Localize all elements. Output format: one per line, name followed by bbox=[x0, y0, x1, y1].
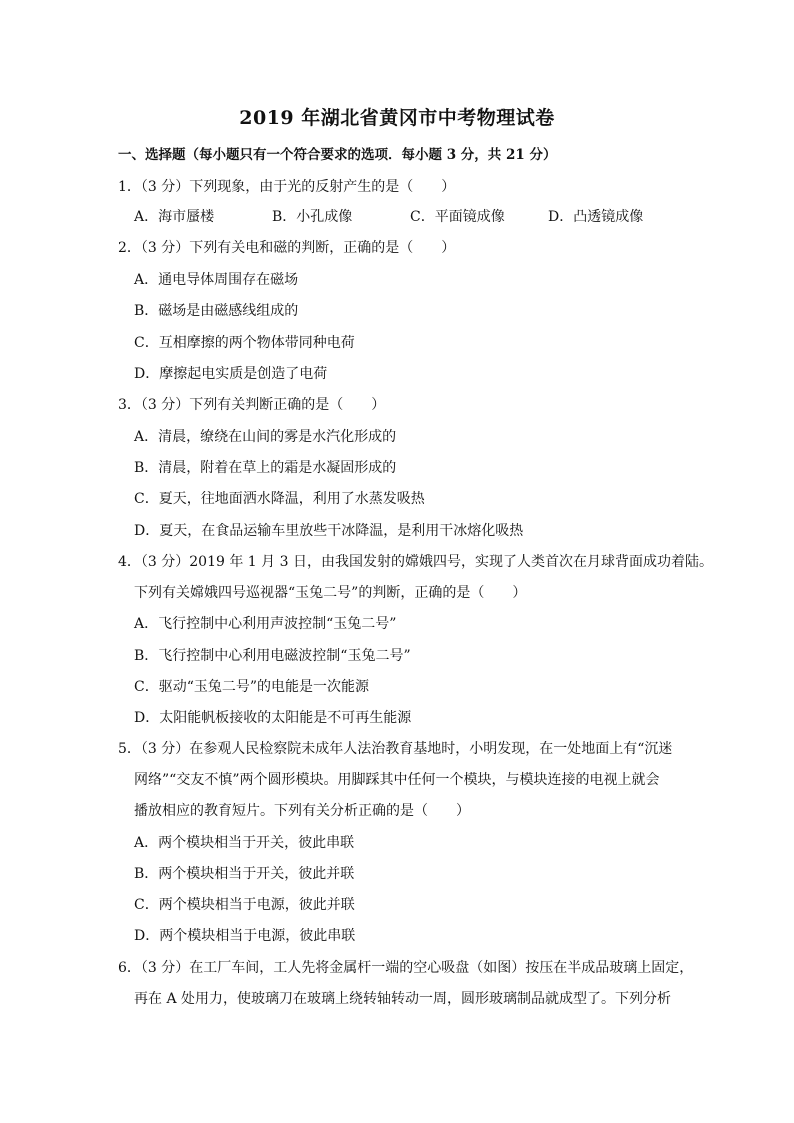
question-4-stem-line1: 4．（3 分）2019 年 1 月 3 日，由我国发射的嫦娥四号，实现了人类首次在月球背面成功着陆。 bbox=[118, 554, 713, 570]
question-1-option-b: B．小孔成像 bbox=[272, 209, 353, 225]
question-4-option-b: B．飞行控制中心利用电磁波控制“玉兔二号” bbox=[134, 648, 411, 664]
question-5-option-b: B．两个模块相当于开关，彼此并联 bbox=[134, 866, 355, 882]
question-1-option-c: C．平面镜成像 bbox=[410, 209, 505, 225]
question-5-option-c: C．两个模块相当于电源，彼此并联 bbox=[134, 897, 355, 913]
question-3-option-c: C．夏天，往地面洒水降温，利用了水蒸发吸热 bbox=[134, 491, 425, 507]
question-4-option-a: A．飞行控制中心利用声波控制“玉兔二号” bbox=[134, 616, 397, 632]
question-5-stem-line3: 播放相应的教育短片。下列有关分析正确的是（ ） bbox=[134, 803, 470, 819]
question-2-option-c: C．互相摩擦的两个物体带同种电荷 bbox=[134, 335, 355, 351]
question-3-option-d: D．夏天，在食品运输车里放些干冰降温，是利用干冰熔化吸热 bbox=[134, 523, 524, 539]
section-heading: 一、选择题（每小题只有一个符合要求的选项．每小题 3 分，共 21 分） bbox=[118, 147, 557, 163]
question-5-option-a: A．两个模块相当于开关，彼此串联 bbox=[134, 835, 355, 851]
question-3-option-b: B．清晨，附着在草上的霜是水凝固形成的 bbox=[134, 460, 397, 476]
question-2-option-a: A．通电导体周围存在磁场 bbox=[134, 272, 299, 288]
question-6-stem-line2: 再在 A 处用力，使玻璃刀在玻璃上绕转轴转动一周，圆形玻璃制品就成型了。下列分析 bbox=[134, 991, 672, 1007]
question-1-stem: 1．（3 分）下列现象，由于光的反射产生的是（ ） bbox=[118, 179, 456, 195]
question-1-option-d: D．凸透镜成像 bbox=[548, 209, 644, 225]
question-2-stem: 2．（3 分）下列有关电和磁的判断，正确的是（ ） bbox=[118, 240, 456, 256]
question-2-option-d: D．摩擦起电实质是创造了电荷 bbox=[134, 366, 328, 382]
question-5-stem-line1: 5．（3 分）在参观人民检察院未成年人法治教育基地时，小明发现，在一处地面上有“沉迷 bbox=[118, 741, 673, 757]
question-2-option-b: B．磁场是由磁感线组成的 bbox=[134, 303, 299, 319]
question-5-stem-line2: 网络”“交友不慎”两个圆形模块。用脚踩其中任何一个模块，与模块连接的电视上就会 bbox=[134, 772, 660, 788]
question-4-option-c: C．驱动“玉兔二号”的电能是一次能源 bbox=[134, 679, 370, 695]
question-6-stem-line1: 6．（3 分）在工厂车间，工人先将金属杆一端的空心吸盘（如图）按压在半成品玻璃上固定， bbox=[118, 960, 694, 976]
question-4-stem-line2: 下列有关嫦娥四号巡视器“玉兔二号”的判断，正确的是（ ） bbox=[134, 585, 527, 601]
question-5-option-d: D．两个模块相当于电源，彼此串联 bbox=[134, 928, 356, 944]
page-title: 2019 年湖北省黄冈市中考物理试卷 bbox=[239, 107, 555, 129]
question-1-option-a: A．海市蜃楼 bbox=[134, 209, 215, 225]
question-4-option-d: D．太阳能帆板接收的太阳能是不可再生能源 bbox=[134, 710, 412, 726]
question-3-stem: 3．（3 分）下列有关判断正确的是（ ） bbox=[118, 397, 386, 413]
question-3-option-a: A．清晨，缭绕在山间的雾是水汽化形成的 bbox=[134, 429, 397, 445]
